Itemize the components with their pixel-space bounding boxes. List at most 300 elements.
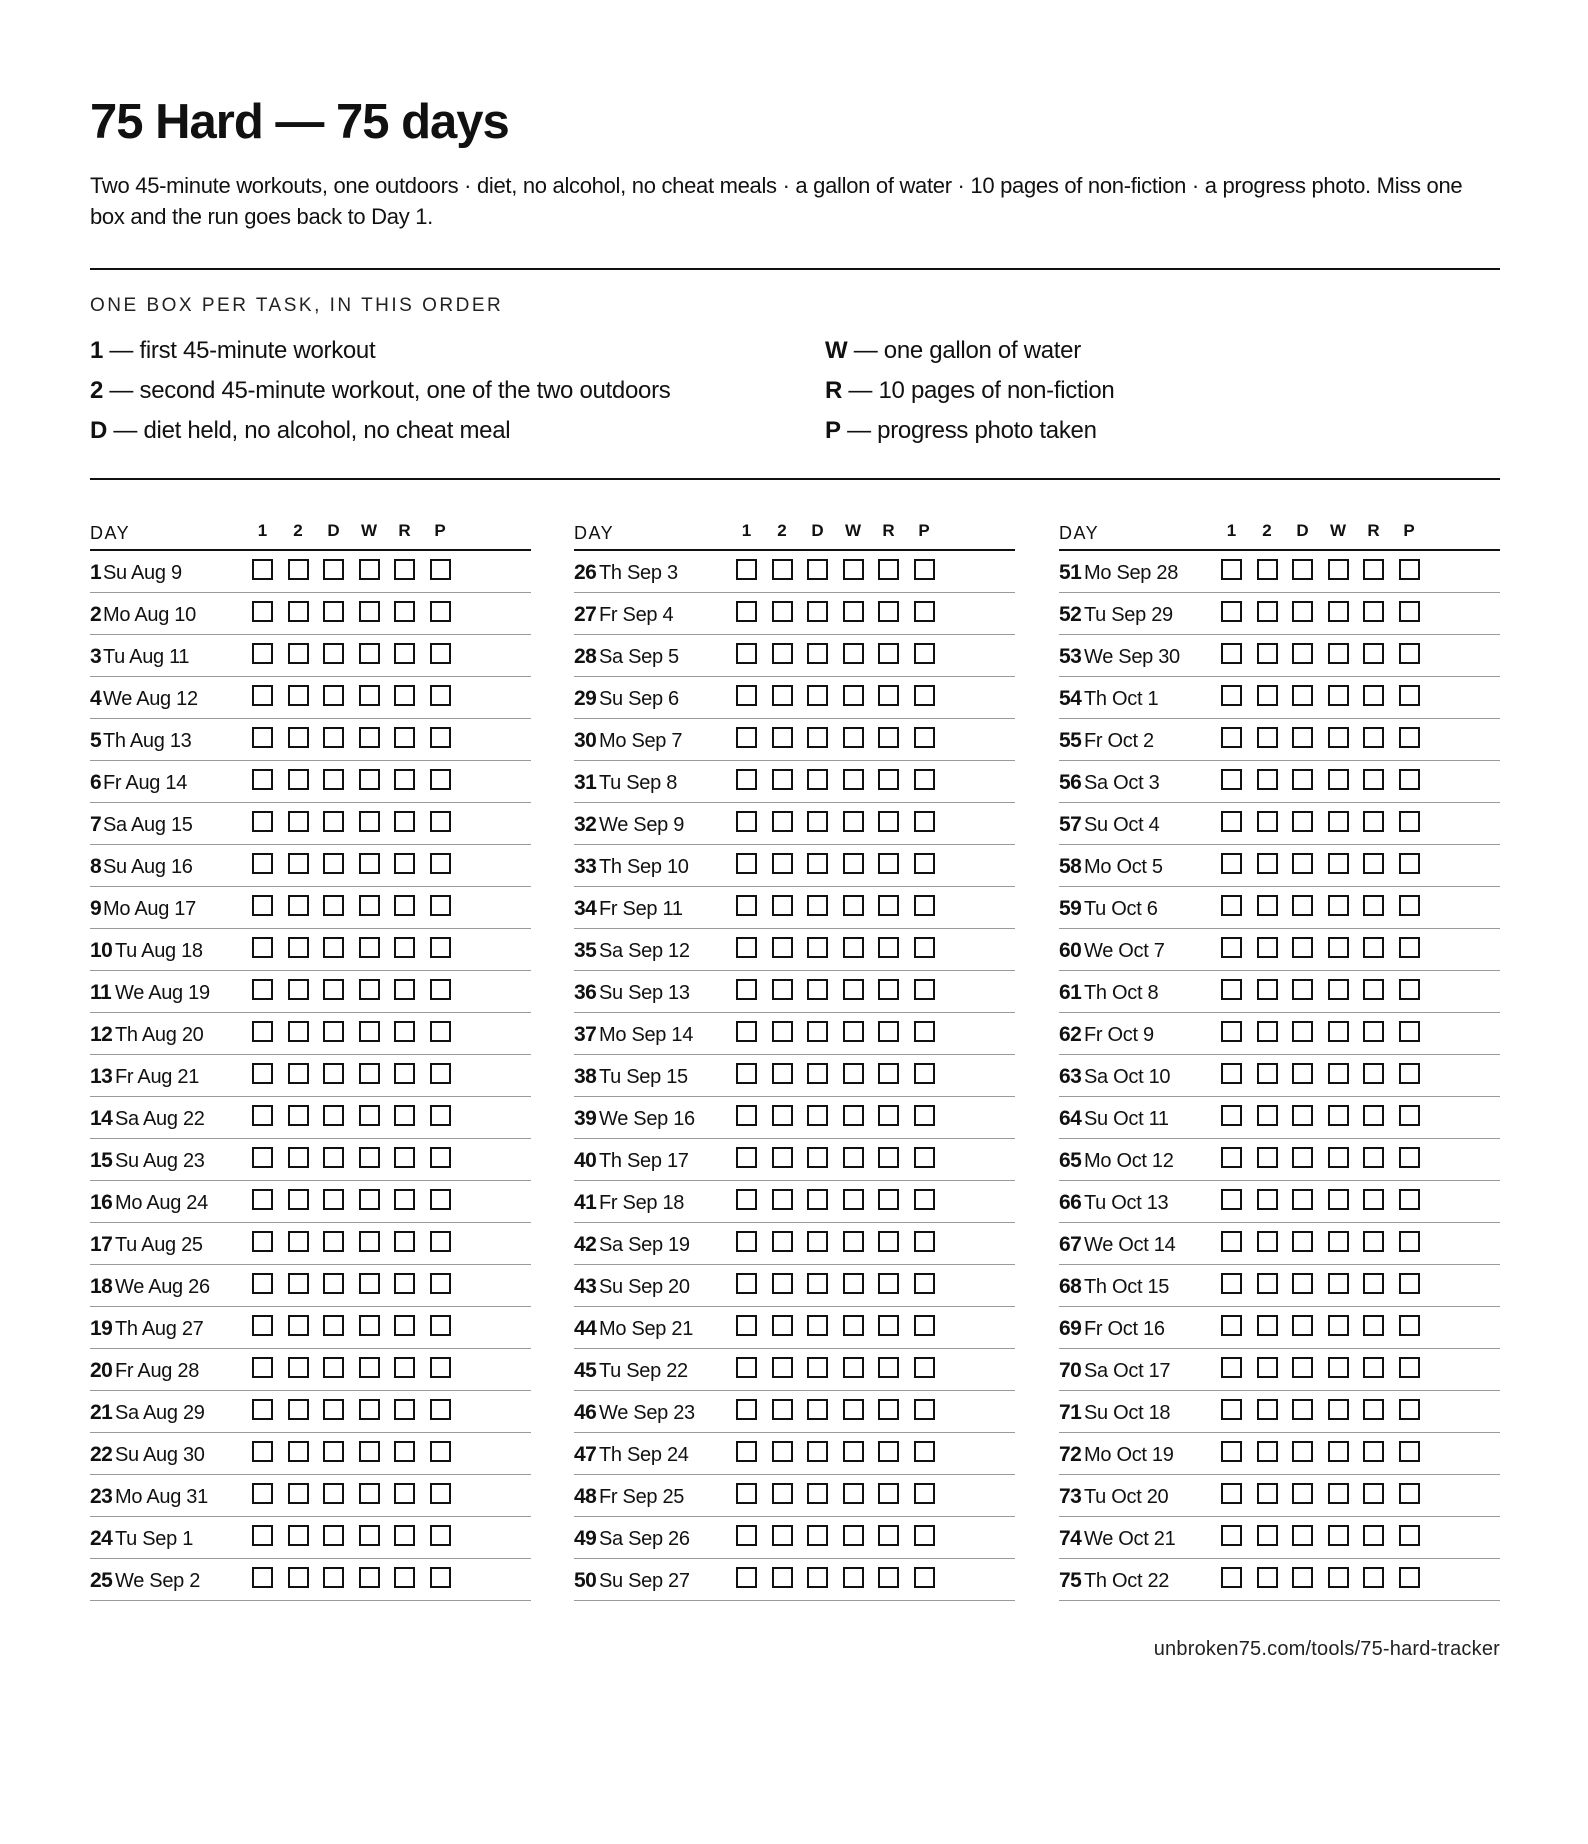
task-checkbox-2[interactable] [1257, 895, 1278, 916]
task-checkbox-d[interactable] [1292, 1483, 1313, 1504]
task-checkbox-d[interactable] [323, 685, 344, 706]
task-checkbox-w[interactable] [843, 685, 864, 706]
task-checkbox-1[interactable] [252, 643, 273, 664]
task-checkbox-1[interactable] [252, 1105, 273, 1126]
task-checkbox-r[interactable] [878, 937, 899, 958]
task-checkbox-r[interactable] [394, 1567, 415, 1588]
task-checkbox-1[interactable] [736, 643, 757, 664]
task-checkbox-d[interactable] [323, 1189, 344, 1210]
task-checkbox-r[interactable] [394, 853, 415, 874]
task-checkbox-1[interactable] [1221, 559, 1242, 580]
task-checkbox-p[interactable] [1399, 1273, 1420, 1294]
task-checkbox-p[interactable] [914, 1525, 935, 1546]
task-checkbox-p[interactable] [430, 1399, 451, 1420]
task-checkbox-1[interactable] [736, 1567, 757, 1588]
task-checkbox-r[interactable] [1363, 1399, 1384, 1420]
task-checkbox-w[interactable] [843, 727, 864, 748]
task-checkbox-p[interactable] [1399, 811, 1420, 832]
task-checkbox-2[interactable] [772, 1357, 793, 1378]
task-checkbox-2[interactable] [772, 1063, 793, 1084]
task-checkbox-1[interactable] [736, 1231, 757, 1252]
task-checkbox-1[interactable] [252, 727, 273, 748]
task-checkbox-2[interactable] [288, 559, 309, 580]
task-checkbox-p[interactable] [1399, 1021, 1420, 1042]
task-checkbox-2[interactable] [288, 1189, 309, 1210]
task-checkbox-1[interactable] [252, 895, 273, 916]
task-checkbox-1[interactable] [736, 1441, 757, 1462]
task-checkbox-r[interactable] [394, 769, 415, 790]
task-checkbox-d[interactable] [807, 1189, 828, 1210]
task-checkbox-d[interactable] [807, 979, 828, 1000]
task-checkbox-w[interactable] [359, 1315, 380, 1336]
task-checkbox-1[interactable] [736, 601, 757, 622]
task-checkbox-r[interactable] [1363, 1021, 1384, 1042]
task-checkbox-r[interactable] [1363, 895, 1384, 916]
task-checkbox-d[interactable] [1292, 643, 1313, 664]
task-checkbox-r[interactable] [878, 1483, 899, 1504]
task-checkbox-d[interactable] [323, 1399, 344, 1420]
task-checkbox-d[interactable] [807, 1315, 828, 1336]
task-checkbox-p[interactable] [1399, 1105, 1420, 1126]
task-checkbox-d[interactable] [323, 895, 344, 916]
task-checkbox-d[interactable] [323, 937, 344, 958]
task-checkbox-r[interactable] [878, 769, 899, 790]
task-checkbox-2[interactable] [288, 1231, 309, 1252]
task-checkbox-2[interactable] [772, 979, 793, 1000]
task-checkbox-p[interactable] [1399, 1483, 1420, 1504]
task-checkbox-p[interactable] [1399, 601, 1420, 622]
task-checkbox-2[interactable] [772, 1273, 793, 1294]
task-checkbox-1[interactable] [252, 1273, 273, 1294]
task-checkbox-w[interactable] [1328, 895, 1349, 916]
task-checkbox-1[interactable] [1221, 1399, 1242, 1420]
task-checkbox-1[interactable] [252, 1399, 273, 1420]
task-checkbox-r[interactable] [394, 601, 415, 622]
task-checkbox-w[interactable] [843, 937, 864, 958]
task-checkbox-2[interactable] [1257, 1189, 1278, 1210]
task-checkbox-r[interactable] [878, 1525, 899, 1546]
task-checkbox-r[interactable] [1363, 811, 1384, 832]
task-checkbox-p[interactable] [430, 1231, 451, 1252]
task-checkbox-d[interactable] [323, 1357, 344, 1378]
task-checkbox-w[interactable] [1328, 937, 1349, 958]
task-checkbox-2[interactable] [772, 1567, 793, 1588]
task-checkbox-w[interactable] [843, 1483, 864, 1504]
task-checkbox-w[interactable] [843, 1399, 864, 1420]
task-checkbox-w[interactable] [359, 895, 380, 916]
task-checkbox-r[interactable] [878, 1105, 899, 1126]
task-checkbox-r[interactable] [394, 1399, 415, 1420]
task-checkbox-1[interactable] [736, 811, 757, 832]
task-checkbox-p[interactable] [1399, 979, 1420, 1000]
task-checkbox-w[interactable] [1328, 643, 1349, 664]
task-checkbox-w[interactable] [359, 1105, 380, 1126]
task-checkbox-d[interactable] [323, 1063, 344, 1084]
task-checkbox-r[interactable] [878, 559, 899, 580]
task-checkbox-p[interactable] [1399, 685, 1420, 706]
task-checkbox-2[interactable] [288, 1147, 309, 1168]
task-checkbox-2[interactable] [1257, 937, 1278, 958]
task-checkbox-p[interactable] [430, 769, 451, 790]
task-checkbox-1[interactable] [252, 1357, 273, 1378]
task-checkbox-p[interactable] [914, 727, 935, 748]
task-checkbox-w[interactable] [1328, 1021, 1349, 1042]
task-checkbox-2[interactable] [288, 1441, 309, 1462]
task-checkbox-d[interactable] [807, 559, 828, 580]
task-checkbox-w[interactable] [1328, 769, 1349, 790]
task-checkbox-r[interactable] [1363, 559, 1384, 580]
task-checkbox-2[interactable] [288, 1315, 309, 1336]
task-checkbox-p[interactable] [1399, 1189, 1420, 1210]
task-checkbox-w[interactable] [1328, 853, 1349, 874]
task-checkbox-1[interactable] [252, 1525, 273, 1546]
task-checkbox-2[interactable] [288, 853, 309, 874]
task-checkbox-r[interactable] [1363, 1063, 1384, 1084]
task-checkbox-w[interactable] [843, 1105, 864, 1126]
task-checkbox-1[interactable] [1221, 1567, 1242, 1588]
task-checkbox-r[interactable] [878, 1063, 899, 1084]
task-checkbox-p[interactable] [1399, 1567, 1420, 1588]
task-checkbox-1[interactable] [1221, 853, 1242, 874]
task-checkbox-2[interactable] [772, 1525, 793, 1546]
task-checkbox-2[interactable] [1257, 1441, 1278, 1462]
task-checkbox-d[interactable] [323, 1273, 344, 1294]
task-checkbox-p[interactable] [914, 643, 935, 664]
task-checkbox-p[interactable] [430, 685, 451, 706]
task-checkbox-r[interactable] [1363, 685, 1384, 706]
task-checkbox-w[interactable] [359, 1483, 380, 1504]
task-checkbox-w[interactable] [1328, 559, 1349, 580]
task-checkbox-d[interactable] [323, 1315, 344, 1336]
task-checkbox-p[interactable] [914, 1399, 935, 1420]
task-checkbox-2[interactable] [772, 937, 793, 958]
task-checkbox-2[interactable] [1257, 1063, 1278, 1084]
task-checkbox-w[interactable] [359, 727, 380, 748]
task-checkbox-1[interactable] [1221, 1147, 1242, 1168]
task-checkbox-r[interactable] [1363, 853, 1384, 874]
task-checkbox-w[interactable] [359, 1231, 380, 1252]
task-checkbox-1[interactable] [736, 979, 757, 1000]
task-checkbox-w[interactable] [843, 1273, 864, 1294]
task-checkbox-w[interactable] [1328, 1525, 1349, 1546]
task-checkbox-p[interactable] [1399, 895, 1420, 916]
task-checkbox-d[interactable] [807, 1525, 828, 1546]
task-checkbox-1[interactable] [252, 1315, 273, 1336]
task-checkbox-1[interactable] [1221, 895, 1242, 916]
task-checkbox-r[interactable] [878, 1357, 899, 1378]
task-checkbox-w[interactable] [843, 1567, 864, 1588]
task-checkbox-1[interactable] [736, 559, 757, 580]
task-checkbox-2[interactable] [772, 1231, 793, 1252]
task-checkbox-2[interactable] [288, 1525, 309, 1546]
task-checkbox-d[interactable] [323, 727, 344, 748]
task-checkbox-2[interactable] [772, 853, 793, 874]
task-checkbox-p[interactable] [914, 1357, 935, 1378]
task-checkbox-1[interactable] [252, 685, 273, 706]
task-checkbox-d[interactable] [323, 1483, 344, 1504]
task-checkbox-r[interactable] [878, 1189, 899, 1210]
task-checkbox-r[interactable] [394, 1147, 415, 1168]
task-checkbox-r[interactable] [394, 1021, 415, 1042]
task-checkbox-r[interactable] [878, 1441, 899, 1462]
task-checkbox-r[interactable] [878, 895, 899, 916]
task-checkbox-d[interactable] [1292, 1525, 1313, 1546]
task-checkbox-2[interactable] [1257, 559, 1278, 580]
task-checkbox-1[interactable] [736, 895, 757, 916]
task-checkbox-2[interactable] [772, 559, 793, 580]
task-checkbox-d[interactable] [1292, 1357, 1313, 1378]
task-checkbox-p[interactable] [914, 1021, 935, 1042]
task-checkbox-2[interactable] [772, 1189, 793, 1210]
task-checkbox-p[interactable] [914, 1315, 935, 1336]
task-checkbox-d[interactable] [1292, 1063, 1313, 1084]
task-checkbox-p[interactable] [430, 1357, 451, 1378]
task-checkbox-p[interactable] [914, 1567, 935, 1588]
task-checkbox-d[interactable] [1292, 1021, 1313, 1042]
task-checkbox-w[interactable] [359, 937, 380, 958]
task-checkbox-w[interactable] [1328, 1063, 1349, 1084]
task-checkbox-d[interactable] [807, 1273, 828, 1294]
task-checkbox-1[interactable] [736, 685, 757, 706]
task-checkbox-p[interactable] [430, 1315, 451, 1336]
task-checkbox-p[interactable] [914, 895, 935, 916]
task-checkbox-d[interactable] [1292, 601, 1313, 622]
task-checkbox-1[interactable] [252, 559, 273, 580]
task-checkbox-1[interactable] [1221, 1273, 1242, 1294]
task-checkbox-1[interactable] [736, 1483, 757, 1504]
task-checkbox-d[interactable] [807, 601, 828, 622]
task-checkbox-d[interactable] [323, 643, 344, 664]
task-checkbox-r[interactable] [394, 685, 415, 706]
task-checkbox-w[interactable] [359, 1063, 380, 1084]
task-checkbox-w[interactable] [1328, 601, 1349, 622]
task-checkbox-r[interactable] [394, 1105, 415, 1126]
task-checkbox-w[interactable] [1328, 979, 1349, 1000]
task-checkbox-1[interactable] [252, 1567, 273, 1588]
task-checkbox-w[interactable] [1328, 1315, 1349, 1336]
task-checkbox-w[interactable] [1328, 811, 1349, 832]
task-checkbox-d[interactable] [807, 643, 828, 664]
task-checkbox-2[interactable] [288, 1105, 309, 1126]
task-checkbox-p[interactable] [430, 1189, 451, 1210]
task-checkbox-d[interactable] [1292, 559, 1313, 580]
task-checkbox-w[interactable] [1328, 1399, 1349, 1420]
task-checkbox-r[interactable] [394, 1231, 415, 1252]
task-checkbox-1[interactable] [1221, 1063, 1242, 1084]
task-checkbox-d[interactable] [1292, 1273, 1313, 1294]
task-checkbox-p[interactable] [430, 853, 451, 874]
task-checkbox-p[interactable] [914, 1063, 935, 1084]
task-checkbox-w[interactable] [843, 853, 864, 874]
task-checkbox-w[interactable] [843, 1147, 864, 1168]
task-checkbox-r[interactable] [1363, 1147, 1384, 1168]
task-checkbox-r[interactable] [394, 1525, 415, 1546]
task-checkbox-1[interactable] [1221, 727, 1242, 748]
task-checkbox-1[interactable] [736, 1105, 757, 1126]
task-checkbox-r[interactable] [878, 1567, 899, 1588]
task-checkbox-1[interactable] [252, 1483, 273, 1504]
task-checkbox-1[interactable] [736, 1273, 757, 1294]
task-checkbox-w[interactable] [359, 853, 380, 874]
task-checkbox-1[interactable] [1221, 979, 1242, 1000]
task-checkbox-2[interactable] [772, 1105, 793, 1126]
task-checkbox-2[interactable] [1257, 1147, 1278, 1168]
task-checkbox-d[interactable] [807, 1231, 828, 1252]
task-checkbox-p[interactable] [430, 1483, 451, 1504]
task-checkbox-2[interactable] [1257, 727, 1278, 748]
task-checkbox-2[interactable] [288, 1021, 309, 1042]
task-checkbox-r[interactable] [878, 979, 899, 1000]
task-checkbox-d[interactable] [807, 811, 828, 832]
task-checkbox-2[interactable] [1257, 1525, 1278, 1546]
task-checkbox-2[interactable] [772, 895, 793, 916]
task-checkbox-2[interactable] [772, 601, 793, 622]
task-checkbox-1[interactable] [252, 601, 273, 622]
task-checkbox-w[interactable] [359, 559, 380, 580]
task-checkbox-d[interactable] [807, 1105, 828, 1126]
task-checkbox-1[interactable] [1221, 769, 1242, 790]
task-checkbox-1[interactable] [1221, 1357, 1242, 1378]
task-checkbox-2[interactable] [772, 1147, 793, 1168]
task-checkbox-r[interactable] [1363, 727, 1384, 748]
task-checkbox-d[interactable] [323, 769, 344, 790]
task-checkbox-1[interactable] [252, 1147, 273, 1168]
task-checkbox-w[interactable] [1328, 1147, 1349, 1168]
task-checkbox-p[interactable] [914, 1147, 935, 1168]
task-checkbox-2[interactable] [288, 1399, 309, 1420]
task-checkbox-d[interactable] [323, 601, 344, 622]
task-checkbox-p[interactable] [1399, 1357, 1420, 1378]
task-checkbox-2[interactable] [1257, 1567, 1278, 1588]
task-checkbox-w[interactable] [359, 811, 380, 832]
task-checkbox-w[interactable] [843, 1063, 864, 1084]
task-checkbox-w[interactable] [843, 559, 864, 580]
task-checkbox-p[interactable] [1399, 1231, 1420, 1252]
task-checkbox-2[interactable] [288, 937, 309, 958]
task-checkbox-2[interactable] [288, 1357, 309, 1378]
task-checkbox-1[interactable] [252, 769, 273, 790]
task-checkbox-1[interactable] [736, 1315, 757, 1336]
task-checkbox-1[interactable] [1221, 1021, 1242, 1042]
task-checkbox-d[interactable] [807, 937, 828, 958]
task-checkbox-p[interactable] [430, 1147, 451, 1168]
task-checkbox-1[interactable] [252, 979, 273, 1000]
task-checkbox-d[interactable] [807, 685, 828, 706]
task-checkbox-1[interactable] [736, 727, 757, 748]
task-checkbox-p[interactable] [430, 811, 451, 832]
task-checkbox-d[interactable] [323, 1525, 344, 1546]
task-checkbox-1[interactable] [736, 1063, 757, 1084]
task-checkbox-r[interactable] [1363, 1189, 1384, 1210]
task-checkbox-r[interactable] [878, 1399, 899, 1420]
task-checkbox-w[interactable] [359, 1525, 380, 1546]
task-checkbox-r[interactable] [1363, 937, 1384, 958]
task-checkbox-p[interactable] [430, 1567, 451, 1588]
task-checkbox-1[interactable] [1221, 1483, 1242, 1504]
task-checkbox-d[interactable] [1292, 685, 1313, 706]
task-checkbox-d[interactable] [807, 1147, 828, 1168]
task-checkbox-2[interactable] [288, 643, 309, 664]
task-checkbox-p[interactable] [430, 1021, 451, 1042]
task-checkbox-d[interactable] [807, 727, 828, 748]
task-checkbox-r[interactable] [1363, 1357, 1384, 1378]
task-checkbox-2[interactable] [1257, 685, 1278, 706]
task-checkbox-r[interactable] [1363, 1483, 1384, 1504]
task-checkbox-w[interactable] [359, 601, 380, 622]
task-checkbox-w[interactable] [1328, 1105, 1349, 1126]
task-checkbox-w[interactable] [359, 685, 380, 706]
task-checkbox-w[interactable] [843, 811, 864, 832]
task-checkbox-p[interactable] [430, 1525, 451, 1546]
task-checkbox-1[interactable] [736, 937, 757, 958]
task-checkbox-d[interactable] [807, 1567, 828, 1588]
task-checkbox-r[interactable] [878, 601, 899, 622]
task-checkbox-r[interactable] [1363, 1567, 1384, 1588]
task-checkbox-p[interactable] [1399, 559, 1420, 580]
task-checkbox-2[interactable] [772, 685, 793, 706]
task-checkbox-1[interactable] [736, 769, 757, 790]
task-checkbox-2[interactable] [288, 1483, 309, 1504]
task-checkbox-1[interactable] [1221, 937, 1242, 958]
task-checkbox-p[interactable] [1399, 937, 1420, 958]
task-checkbox-p[interactable] [1399, 1441, 1420, 1462]
task-checkbox-r[interactable] [1363, 1525, 1384, 1546]
task-checkbox-d[interactable] [323, 853, 344, 874]
task-checkbox-p[interactable] [914, 937, 935, 958]
task-checkbox-1[interactable] [252, 1021, 273, 1042]
task-checkbox-p[interactable] [430, 937, 451, 958]
task-checkbox-w[interactable] [843, 601, 864, 622]
task-checkbox-p[interactable] [914, 601, 935, 622]
task-checkbox-2[interactable] [288, 895, 309, 916]
task-checkbox-1[interactable] [252, 1063, 273, 1084]
task-checkbox-1[interactable] [736, 853, 757, 874]
task-checkbox-r[interactable] [1363, 1231, 1384, 1252]
task-checkbox-2[interactable] [1257, 1021, 1278, 1042]
task-checkbox-2[interactable] [288, 769, 309, 790]
task-checkbox-p[interactable] [430, 601, 451, 622]
task-checkbox-d[interactable] [323, 1105, 344, 1126]
task-checkbox-d[interactable] [323, 811, 344, 832]
task-checkbox-1[interactable] [1221, 685, 1242, 706]
task-checkbox-p[interactable] [914, 769, 935, 790]
task-checkbox-r[interactable] [878, 1273, 899, 1294]
task-checkbox-1[interactable] [1221, 1231, 1242, 1252]
task-checkbox-d[interactable] [1292, 1189, 1313, 1210]
task-checkbox-d[interactable] [807, 1021, 828, 1042]
task-checkbox-d[interactable] [1292, 979, 1313, 1000]
task-checkbox-w[interactable] [843, 1357, 864, 1378]
task-checkbox-p[interactable] [914, 1231, 935, 1252]
task-checkbox-2[interactable] [1257, 979, 1278, 1000]
task-checkbox-w[interactable] [1328, 1231, 1349, 1252]
task-checkbox-r[interactable] [394, 1315, 415, 1336]
task-checkbox-p[interactable] [1399, 727, 1420, 748]
task-checkbox-d[interactable] [323, 979, 344, 1000]
task-checkbox-2[interactable] [772, 727, 793, 748]
task-checkbox-1[interactable] [252, 1441, 273, 1462]
task-checkbox-r[interactable] [878, 1231, 899, 1252]
task-checkbox-r[interactable] [878, 643, 899, 664]
task-checkbox-r[interactable] [394, 1273, 415, 1294]
task-checkbox-r[interactable] [878, 811, 899, 832]
task-checkbox-2[interactable] [1257, 1315, 1278, 1336]
task-checkbox-p[interactable] [430, 643, 451, 664]
task-checkbox-1[interactable] [1221, 1105, 1242, 1126]
task-checkbox-w[interactable] [843, 769, 864, 790]
task-checkbox-d[interactable] [323, 1021, 344, 1042]
task-checkbox-p[interactable] [430, 1441, 451, 1462]
